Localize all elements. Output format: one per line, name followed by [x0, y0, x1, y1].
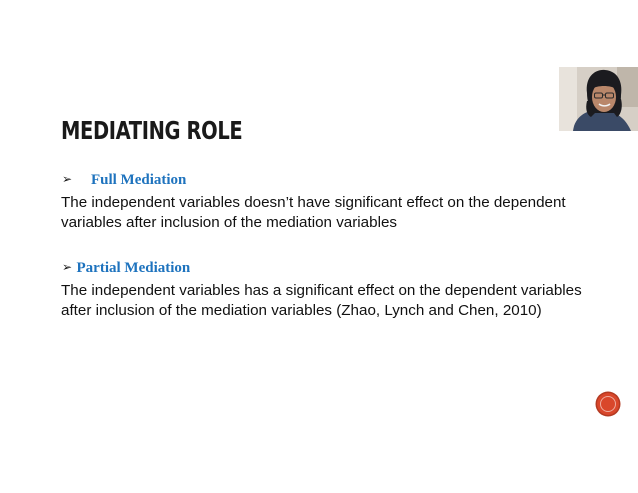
slide-title: MEDIATING ROLE: [61, 116, 243, 145]
full-mediation-heading: Full Mediation: [90, 172, 187, 188]
record-button[interactable]: [597, 393, 619, 415]
webcam-overlay: [559, 67, 638, 131]
bullet-full-mediation: [62, 171, 186, 189]
full-mediation-text: The independent variables doesn’t have significant effect on the dependent variables after inclusion of the mediation variables: [61, 194, 566, 231]
arrow-bullet-icon: ➢: [62, 260, 73, 274]
partial-mediation-text: The independent variables has a significant effect on the dependent variables after inclusion of the mediation variables (Zhao, Lynch and Chen, 2010): [61, 282, 582, 319]
bullet-partial-mediation: [62, 259, 190, 277]
arrow-bullet-icon: ➢: [62, 172, 73, 186]
partial-mediation-heading: Partial Mediation: [76, 260, 191, 276]
